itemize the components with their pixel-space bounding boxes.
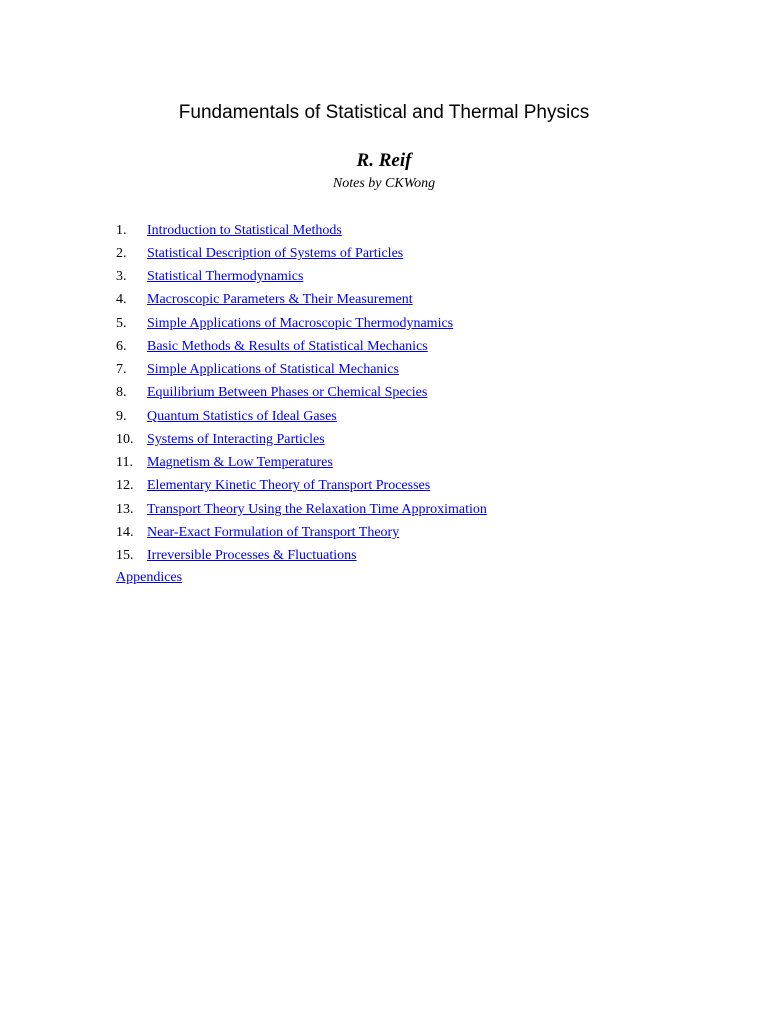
notes-attribution: Notes by CKWong	[332, 176, 436, 191]
toc-chapter-link[interactable]: Elementary Kinetic Theory of Transport Processes	[147, 478, 431, 494]
table-of-contents	[116, 219, 716, 568]
toc-item	[116, 452, 716, 475]
toc-item-number: 14.	[116, 524, 134, 540]
toc-item-number: 1.	[116, 222, 127, 238]
toc-item-number: 5.	[116, 315, 127, 331]
toc-item	[116, 359, 716, 382]
toc-item	[116, 475, 716, 498]
toc-chapter-link[interactable]: Near-Exact Formulation of Transport Theory	[147, 524, 400, 540]
toc-chapter-link[interactable]: Macroscopic Parameters & Their Measurement	[147, 292, 413, 308]
toc-item-number: 3.	[116, 269, 127, 285]
appendix-entry	[116, 568, 182, 588]
toc-item	[116, 521, 716, 544]
toc-item	[116, 382, 716, 405]
toc-chapter-link[interactable]: Equilibrium Between Phases or Chemical Species	[147, 385, 428, 401]
toc-chapter-link[interactable]: Basic Methods & Results of Statistical Mechanics	[147, 338, 428, 354]
document-title: Fundamentals of Statistical and Thermal Physics	[178, 102, 590, 123]
author-name: R. Reif	[356, 150, 412, 171]
toc-item-number: 11.	[116, 455, 133, 471]
toc-item	[116, 335, 716, 358]
toc-item-number: 13.	[116, 501, 134, 517]
toc-chapter-link[interactable]: Statistical Description of Systems of Particles	[147, 245, 404, 261]
toc-chapter-link[interactable]: Magnetism & Low Temperatures	[147, 455, 333, 471]
toc-item	[116, 289, 716, 312]
toc-chapter-link[interactable]: Introduction to Statistical Methods	[147, 222, 342, 238]
toc-chapter-link[interactable]: Simple Applications of Statistical Mechanics	[147, 362, 399, 378]
toc-item	[116, 242, 716, 265]
toc-item-number: 9.	[116, 408, 127, 424]
toc-item	[116, 312, 716, 335]
toc-item-number: 2.	[116, 245, 127, 261]
toc-item	[116, 545, 716, 568]
toc-chapter-link[interactable]: Simple Applications of Macroscopic Thermodynamics	[147, 315, 454, 331]
toc-item	[116, 498, 716, 521]
toc-item-number: 15.	[116, 548, 134, 564]
toc-item	[116, 428, 716, 451]
toc-item-number: 6.	[116, 338, 127, 354]
toc-item	[116, 266, 716, 289]
toc-chapter-link[interactable]: Transport Theory Using the Relaxation Time Approximation	[147, 501, 487, 517]
toc-item	[116, 219, 716, 242]
toc-chapter-link[interactable]: Statistical Thermodynamics	[147, 269, 304, 285]
toc-chapter-link[interactable]: Irreversible Processes & Fluctuations	[147, 548, 357, 564]
toc-chapter-link[interactable]: Systems of Interacting Particles	[147, 431, 325, 447]
appendices-link[interactable]: Appendices	[116, 570, 183, 585]
toc-item-number: 8.	[116, 385, 127, 401]
toc-chapter-link[interactable]: Quantum Statistics of Ideal Gases	[147, 408, 337, 424]
toc-item-number: 12.	[116, 478, 134, 494]
toc-item-number: 4.	[116, 292, 127, 308]
toc-item-number: 7.	[116, 362, 127, 378]
toc-item	[116, 405, 716, 428]
toc-item-number: 10.	[116, 431, 134, 447]
